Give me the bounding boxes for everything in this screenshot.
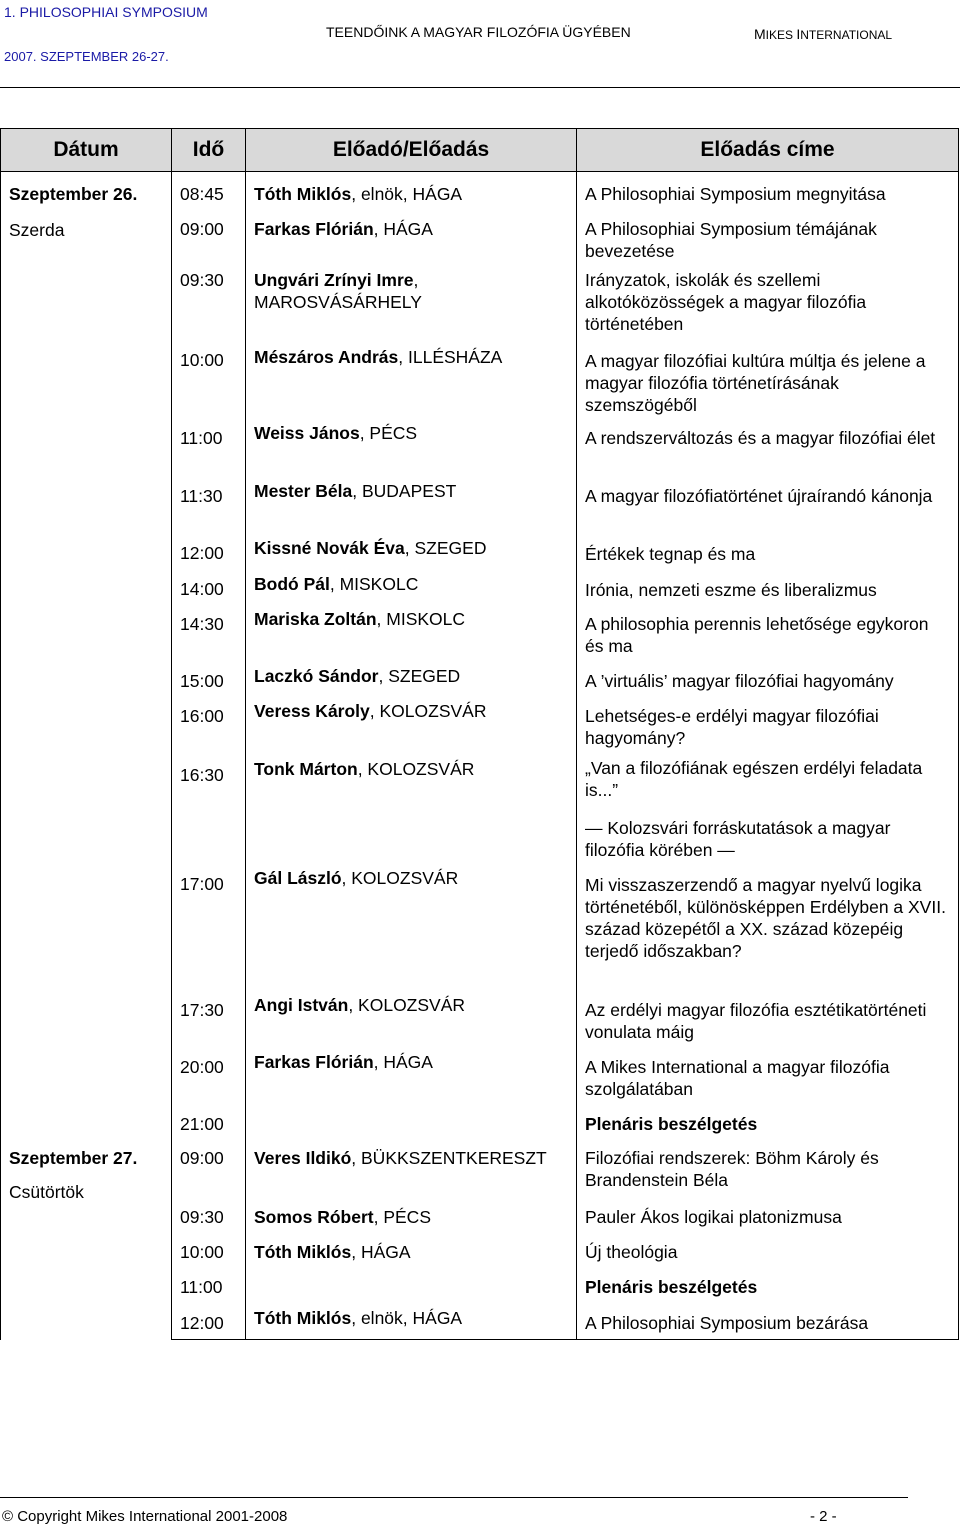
title-cell: „Van a filozófiának egészen erdélyi feladata is...”: [577, 756, 959, 817]
title-cell: A Philosophiai Symposium témájának bevezetése: [577, 208, 959, 265]
title-cell: Plenáris beszélgetés: [577, 1106, 959, 1143]
speaker-cell: Laczkó Sándor, SZEGED: [246, 663, 577, 698]
speaker-cell: Mariska Zoltán, MISKOLC: [246, 606, 577, 663]
time-cell: 14:00: [172, 571, 246, 606]
speaker-cell: [246, 1269, 577, 1304]
time-cell: 08:45: [172, 172, 246, 208]
footer-divider: [0, 1497, 908, 1498]
title-cell: A magyar filozófiai kultúra múltja és jelene a magyar filozófia történetírásának szemszögéből: [577, 342, 959, 420]
title-cell: A magyar filozófiatörténet újraírandó kánonja: [577, 478, 959, 535]
time-cell: 10:00: [172, 1234, 246, 1269]
header-topic: TEENDŐINK A MAGYAR FILOZÓFIA ÜGYÉBEN: [326, 24, 631, 40]
speaker-cell: Somos Róbert, PÉCS: [246, 1199, 577, 1234]
day-name: Szerda: [9, 220, 65, 240]
header-date: 2007. SZEPTEMBER 26-27.: [4, 49, 169, 64]
time-cell: 12:00: [172, 1304, 246, 1340]
title-cell: Plenáris beszélgetés: [577, 1269, 959, 1304]
time-cell: [172, 817, 246, 865]
table-header-row: [1, 129, 959, 172]
program-table: [0, 128, 959, 1340]
speaker-cell: [246, 817, 577, 865]
speaker-cell: Bodó Pál, MISKOLC: [246, 571, 577, 606]
title-cell: Lehetséges-e erdélyi magyar filozófiai hagyomány?: [577, 698, 959, 756]
speaker-cell: Farkas Flórián, HÁGA: [246, 208, 577, 265]
time-cell: 10:00: [172, 342, 246, 420]
title-cell: Filozófiai rendszerek: Böhm Károly és Brandenstein Béla: [577, 1143, 959, 1199]
title-cell: A Philosophiai Symposium megnyitása: [577, 172, 959, 208]
speaker-cell: Angi István, KOLOZSVÁR: [246, 992, 577, 1049]
speaker-cell: Ungvári Zrínyi Imre, MAROSVÁSÁRHELY: [246, 265, 577, 342]
time-cell: 14:30: [172, 606, 246, 663]
speaker-cell: Tonk Márton, KOLOZSVÁR: [246, 756, 577, 817]
title-cell: A rendszerváltozás és a magyar filozófiai élet: [577, 420, 959, 478]
header-speaker-col: Előadó/Előadás: [246, 129, 577, 172]
speaker-cell: Gál László, KOLOZSVÁR: [246, 865, 577, 992]
time-cell: 16:30: [172, 756, 246, 817]
title-cell: Irónia, nemzeti eszme és liberalizmus: [577, 571, 959, 606]
speaker-cell: Tóth Miklós, elnök, HÁGA: [246, 1304, 577, 1340]
day-cell: [1, 1143, 172, 1340]
speaker-cell: Veress Károly, KOLOZSVÁR: [246, 698, 577, 756]
title-cell: Értékek tegnap és ma: [577, 535, 959, 571]
header-symposium-title: 1. PHILOSOPHIAI SYMPOSIUM: [4, 4, 208, 20]
day-name: Csütörtök: [9, 1181, 84, 1202]
speaker-cell: Mészáros András, ILLÉSHÁZA: [246, 342, 577, 420]
title-cell: A Philosophiai Symposium bezárása: [577, 1304, 959, 1340]
time-cell: 09:30: [172, 1199, 246, 1234]
title-cell: ― Kolozsvári forráskutatások a magyar filozófia körében ―: [577, 817, 959, 865]
time-cell: 20:00: [172, 1049, 246, 1106]
time-cell: 11:00: [172, 420, 246, 478]
time-cell: 09:00: [172, 1143, 246, 1199]
speaker-cell: Veres Ildikó, BÜKKSZENTKERESZT: [246, 1143, 577, 1199]
time-cell: 09:30: [172, 265, 246, 342]
day-date: Szeptember 27.: [9, 1147, 138, 1168]
time-cell: 21:00: [172, 1106, 246, 1143]
time-cell: 16:00: [172, 698, 246, 756]
speaker-cell: Tóth Miklós, elnök, HÁGA: [246, 172, 577, 208]
footer-copyright: © Copyright Mikes International 2001-2008: [2, 1508, 288, 1525]
title-cell: Mi visszaszerzendő a magyar nyelvű logika történetéből, különösképpen Erdélyben a XVII. század közepétől a XX. század közepéig terjedő időszakban?: [577, 865, 959, 992]
time-cell: 11:00: [172, 1269, 246, 1304]
title-cell: Az erdélyi magyar filozófia esztétikatörténeti vonulata máig: [577, 992, 959, 1049]
speaker-cell: Tóth Miklós, HÁGA: [246, 1234, 577, 1269]
header-title-col: Előadás címe: [577, 129, 959, 172]
title-cell: A philosophia perennis lehetősége egykoron és ma: [577, 606, 959, 663]
header-time-col: Idő: [172, 129, 246, 172]
title-cell: Új theológia: [577, 1234, 959, 1269]
table-row: [1, 172, 959, 208]
footer-page-number: - 2 -: [810, 1508, 837, 1525]
day-cell: [1, 172, 172, 1143]
time-cell: 09:00: [172, 208, 246, 265]
time-cell: 15:00: [172, 663, 246, 698]
speaker-cell: Farkas Flórián, HÁGA: [246, 1049, 577, 1106]
title-cell: Pauler Ákos logikai platonizmusa: [577, 1199, 959, 1234]
title-cell: A ’virtuális’ magyar filozófiai hagyomány: [577, 663, 959, 698]
header-divider: [0, 87, 960, 88]
time-cell: 12:00: [172, 535, 246, 571]
time-cell: 17:00: [172, 865, 246, 992]
title-cell: A Mikes International a magyar filozófia szolgálatában: [577, 1049, 959, 1106]
speaker-cell: [246, 1106, 577, 1143]
speaker-cell: Mester Béla, BUDAPEST: [246, 478, 577, 535]
table-row: [1, 1143, 959, 1199]
header-organization: MIKES INTERNATIONAL: [754, 26, 893, 42]
speaker-cell: Weiss János, PÉCS: [246, 420, 577, 478]
day-date: Szeptember 26.: [9, 184, 138, 204]
time-cell: 17:30: [172, 992, 246, 1049]
title-cell: Irányzatok, iskolák és szellemi alkotóközösségek a magyar filozófia történetében: [577, 265, 959, 342]
time-cell: 11:30: [172, 478, 246, 535]
speaker-cell: Kissné Novák Éva, SZEGED: [246, 535, 577, 571]
header-date-col: Dátum: [1, 129, 172, 172]
